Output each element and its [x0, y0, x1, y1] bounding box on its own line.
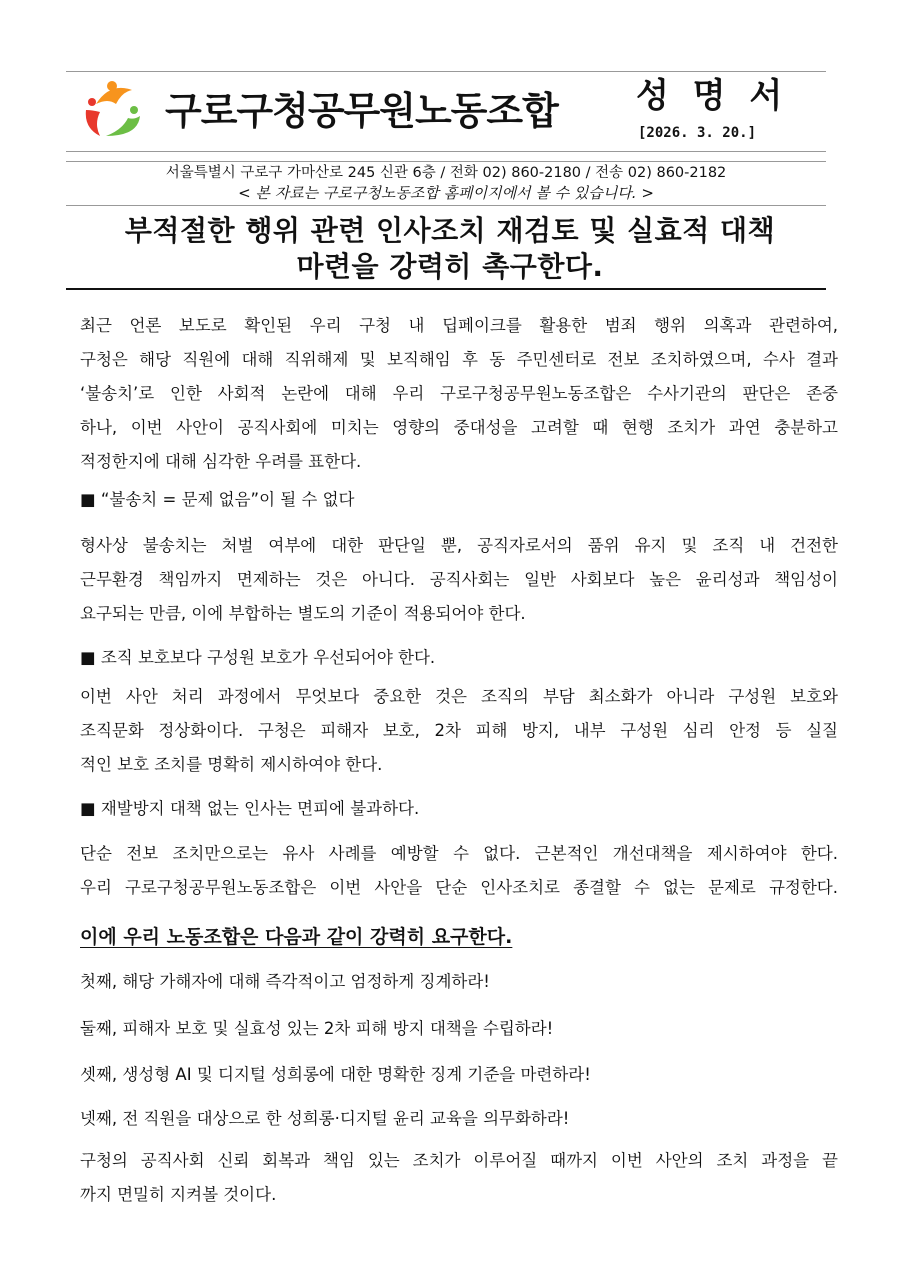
- divider: [66, 205, 826, 206]
- intro-paragraph: [80, 309, 838, 479]
- section-heading: ■ “불송치 = 문제 없음”이 될 수 없다: [80, 490, 355, 509]
- text-line: 우리 구로구청공무원노동조합은 이번 사안을 단순 인사조치로 종결할 수 없는 문제로 규정한다.: [80, 878, 838, 897]
- text-line: 형사상 불송치는 처벌 여부에 대한 판단일 뿐, 공직자로서의 품위 유지 및 조직 내 건전한: [80, 536, 838, 555]
- title-underline: [66, 288, 826, 290]
- section-paragraph: [80, 529, 838, 631]
- text-line: 근무환경 책임까지 면제하는 것은 아니다. 공직사회는 일반 사회보다 높은 윤리성과 책임성이: [80, 570, 838, 589]
- section-paragraph: [80, 837, 838, 905]
- section-heading: ■ 조직 보호보다 구성원 보호가 우선되어야 한다.: [80, 648, 436, 667]
- section-paragraph: [80, 680, 838, 782]
- text-line: 조직문화 정상화이다. 구청은 피해자 보호, 2차 피해 방지, 내부 구성원 심리 안정 등 실질: [80, 721, 838, 740]
- title-line: 마련을 강력히 촉구한다.: [296, 250, 604, 283]
- title-line: 부적절한 행위 관련 인사조치 재검토 및 실효적 대책: [124, 214, 776, 247]
- divider: [66, 161, 826, 162]
- demand-item: 둘째, 피해자 보호 및 실효성 있는 2차 피해 방지 대책을 수립하라!: [80, 1019, 554, 1038]
- text-line: 최근 언론 보도로 확인된 우리 구청 내 딥페이크를 활용한 범죄 행위 의혹과 관련하여,: [80, 316, 838, 335]
- text-line: 요구되는 만큼, 이에 부합하는 별도의 기준이 적용되어야 한다.: [80, 604, 526, 623]
- demand-item: 첫째, 해당 가해자에 대해 즉각적이고 엄정하게 징계하라!: [80, 972, 490, 991]
- divider: [66, 71, 826, 72]
- divider: [66, 151, 826, 152]
- text-line: 단순 전보 조치만으로는 유사 사례를 예방할 수 없다. 근본적인 개선대책을 제시하여야 한다.: [80, 844, 838, 863]
- demands-heading: 이에 우리 노동조합은 다음과 같이 강력히 요구한다.: [80, 926, 513, 948]
- text-line: 구청은 해당 직원에 대해 직위해제 및 보직해임 후 동 주민센터로 전보 조치하였으며, 수사 결과: [80, 350, 838, 369]
- section-heading: ■ 재발방지 대책 없는 인사는 면피에 불과하다.: [80, 799, 420, 818]
- union-logo: [82, 80, 144, 140]
- homepage-notice: < 본 자료는 구로구청노동조합 홈페이지에서 볼 수 있습니다. >: [238, 184, 654, 202]
- text-line: ‘불송치’로 인한 사회적 논란에 대해 우리 구로구청공무원노동조합은 수사기관의 판단은 존중: [80, 384, 838, 403]
- doc-type: 성 명 서: [636, 76, 789, 116]
- statement-title: [40, 213, 860, 285]
- text-line: 구청의 공직사회 신뢰 회복과 책임 있는 조치가 이루어질 때까지 이번 사안의 조치 과정을 끝: [80, 1151, 838, 1170]
- contact-address: 서울특별시 구로구 가마산로 245 신관 6층 / 전화 02) 860-2180 / 전송 02) 860-2182: [165, 165, 727, 181]
- text-line: 까지 면밀히 지켜볼 것이다.: [80, 1185, 277, 1204]
- text-line: 이번 사안 처리 과정에서 무엇보다 중요한 것은 조직의 부담 최소화가 아니라 구성원 보호와: [80, 687, 838, 706]
- text-line: 하나, 이번 사안이 공직사회에 미치는 영향의 중대성을 고려할 때 현행 조치가 과연 충분하고: [80, 418, 838, 437]
- org-name: 구로구청공무원노동조합: [165, 89, 558, 133]
- doc-date: [2026. 3. 20.]: [638, 125, 757, 141]
- demand-item: 셋째, 생성형 AI 및 디지털 성희롱에 대한 명확한 징계 기준을 마련하라!: [80, 1065, 591, 1084]
- demand-item: 넷째, 전 직원을 대상으로 한 성희롱·디지털 윤리 교육을 의무화하라!: [80, 1109, 570, 1128]
- text-line: 적인 보호 조치를 명확히 제시하여야 한다.: [80, 755, 383, 774]
- closing-paragraph: [80, 1144, 838, 1212]
- text-line: 적정한지에 대해 심각한 우려를 표한다.: [80, 452, 362, 471]
